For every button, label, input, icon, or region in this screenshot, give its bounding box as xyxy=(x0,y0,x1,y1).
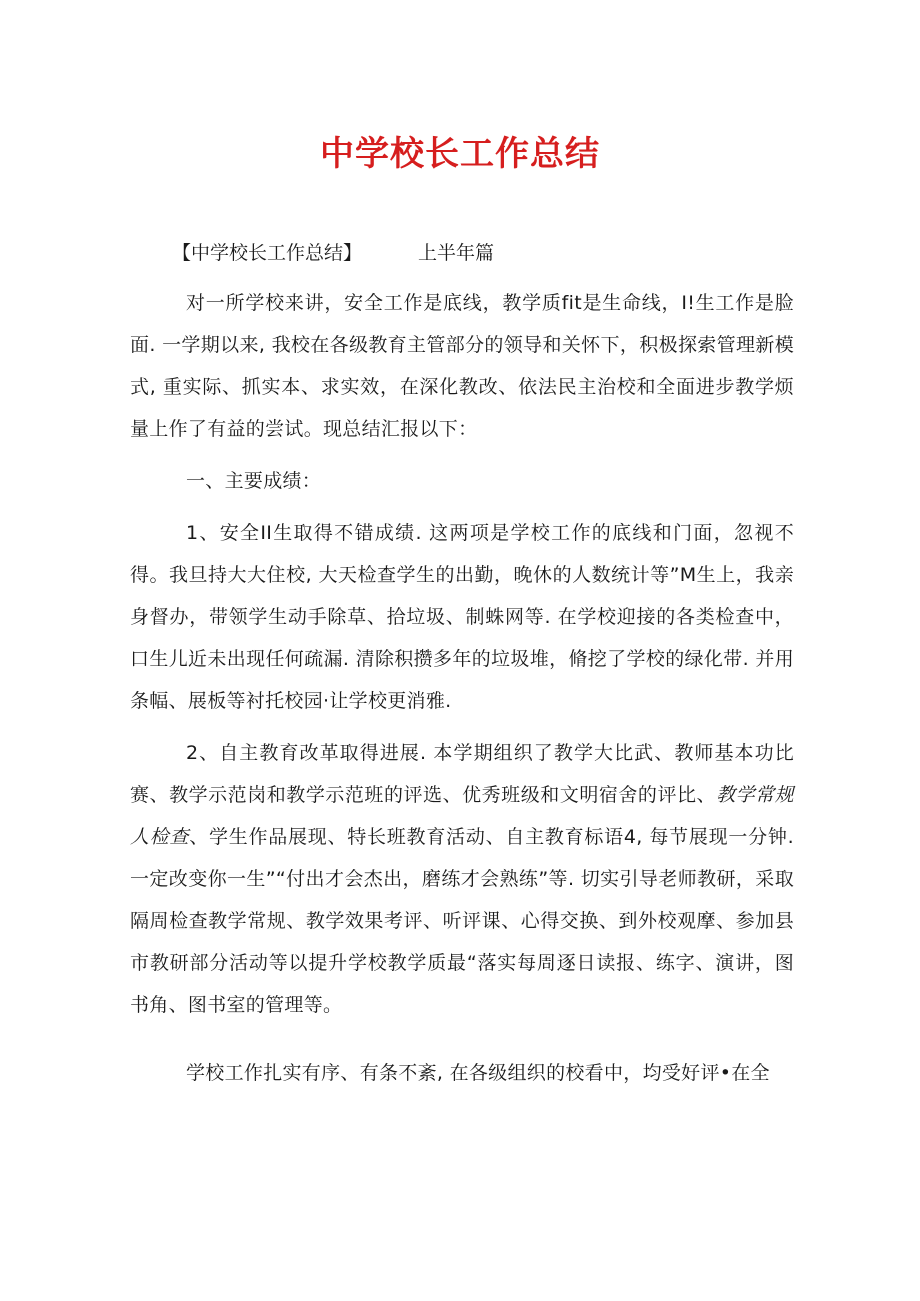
intro-paragraph: 对一所学校来讲，安全工作是底线，教学质fit是生命线，I!生工作是脸面. 一学期以来, 我校在各级教育主管部分的领导和关怀下，积极探索管理新模式, 重实际、抓实本、求实效，在深化教改、依法民主治校和全面进步教学烦量上作了有益的尝试。现总结汇报以下： xyxy=(130,292,794,440)
document-title: 中学校长工作总结 xyxy=(320,134,600,174)
document-body xyxy=(130,232,794,1094)
closing-paragraph: 学校工作扎实有序、有条不紊, 在各级组织的校看中，均受好评•在全 xyxy=(186,1062,770,1084)
document-subtitle xyxy=(130,232,794,274)
achievement-item-1: 1、安全II生取得不错成绩. 这两项是学校工作的底线和门面，忽视不得。我旦持大大住校, 大天检查学生的出勤，晚休的人数统计等”M生上，我亲身督办，带领学生动手除草、拾垃圾、制蛛网等. 在学校迎接的各类检查中，口生儿近未出现任何疏漏. 清除积攒多年的垃圾堆，脩挖了学校的绿化带. 并用条幅、展板等衬托校园·让学校更消雅. xyxy=(130,522,794,712)
subtitle-bracket-title: 【中学校长工作总结】 xyxy=(172,242,363,264)
subtitle-section: 上半年篇 xyxy=(418,242,495,264)
achievement-item-2 xyxy=(130,732,794,1026)
item2-italic-text: 教学常规人检查 xyxy=(130,784,794,848)
item2-text-a: 2、自主教育改革取得进展. 本学期组织了教学大比武、教师基本功比赛、教学示范岗和教学示范班的评选、优秀班级和文明宿舍的评比、 xyxy=(130,742,794,806)
section-heading-main-achievements: 一、主要成绩： xyxy=(186,470,322,492)
item2-text-b: 、学生作品展现、特长班教育活动、自主教育标语4, 每节展现一分钟. 一定改变你一生”“付出才会杰出，磨练才会熟练”等. 切实引导老师教研，采取隔周检查教学常规、教学效果考评、听评课、心得交换、到外校观摩、参加县市教研部分活动等以提升学校教学质最“落实每周逐日读报、练字、演讲，图书角、图书室的管理等。 xyxy=(130,826,794,1016)
